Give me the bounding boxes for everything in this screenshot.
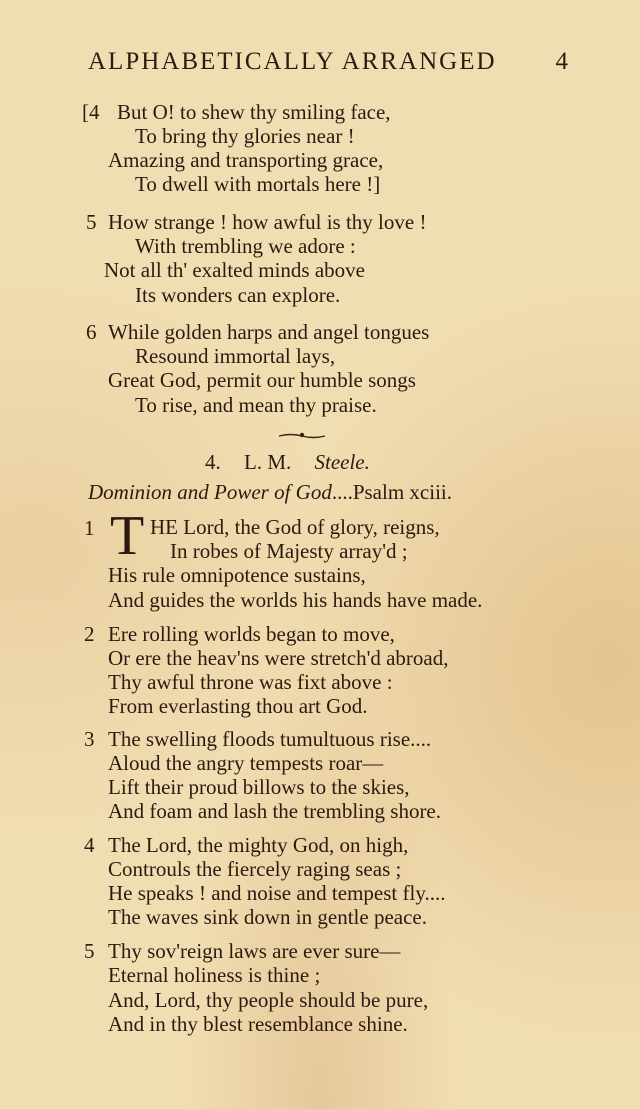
stanza-number: 2 bbox=[84, 622, 95, 646]
stanza-number: 5 bbox=[86, 210, 97, 234]
verse-line: Controuls the fiercely raging seas ; bbox=[108, 857, 402, 881]
page-header bbox=[88, 48, 568, 82]
hymn-subject-line bbox=[88, 480, 452, 505]
hymn-author: Steele. bbox=[314, 450, 370, 474]
verse-line: Or ere the heav'ns were stretch'd abroad, bbox=[108, 646, 449, 670]
verse-line: How strange ! how awful is thy love ! bbox=[108, 210, 427, 234]
verse-line: In robes of Majesty array'd ; bbox=[170, 539, 408, 563]
verse-line: Amazing and transporting grace, bbox=[108, 148, 384, 172]
hymn-number: 4. bbox=[205, 450, 221, 474]
verse-line: HE Lord, the God of glory, reigns, bbox=[150, 515, 440, 539]
verse-line: Not all th' exalted minds above bbox=[104, 258, 365, 282]
page-number: 4 bbox=[555, 48, 568, 75]
hymn-subject: Dominion and Power of God bbox=[88, 480, 332, 504]
verse-line: To rise, and mean thy praise. bbox=[135, 393, 377, 417]
verse-line: Great God, permit our humble songs bbox=[108, 368, 416, 392]
verse-line: But O! to shew thy smiling face, bbox=[117, 100, 391, 124]
stanza-number: 1 bbox=[84, 516, 95, 540]
hymn-meter: L. M. bbox=[244, 450, 292, 474]
verse-line: Lift their proud billows to the skies, bbox=[108, 775, 410, 799]
verse-line: And in thy blest resemblance shine. bbox=[108, 1012, 408, 1036]
verse-line: To dwell with mortals here !] bbox=[135, 172, 381, 196]
verse-line: And, Lord, thy people should be pure, bbox=[108, 988, 429, 1012]
verse-line: Resound immortal lays, bbox=[135, 344, 336, 368]
verse-line: The waves sink down in gentle peace. bbox=[108, 905, 427, 929]
drop-cap: T bbox=[110, 505, 145, 567]
scripture-reference: Psalm xciii. bbox=[352, 480, 452, 504]
verse-line: While golden harps and angel tongues bbox=[108, 320, 430, 344]
running-head: ALPHABETICALLY ARRANGED bbox=[88, 48, 497, 75]
stanza-number: 4 bbox=[84, 833, 95, 857]
verse-line: The Lord, the mighty God, on high, bbox=[108, 833, 409, 857]
verse-line: Ere rolling worlds began to move, bbox=[108, 622, 395, 646]
verse-line: Eternal holiness is thine ; bbox=[108, 963, 321, 987]
verse-line: He speaks ! and noise and tempest fly.... bbox=[108, 881, 446, 905]
verse-line: Its wonders can explore. bbox=[135, 283, 341, 307]
ornament-divider bbox=[277, 428, 327, 442]
stanza-number: [4 bbox=[82, 100, 100, 124]
verse-line: His rule omnipotence sustains, bbox=[108, 563, 366, 587]
verse-line: With trembling we adore : bbox=[135, 234, 356, 258]
verse-line: And guides the worlds his hands have made. bbox=[108, 588, 483, 612]
subject-separator: .... bbox=[331, 480, 353, 504]
verse-line: Thy awful throne was fixt above : bbox=[108, 670, 393, 694]
verse-line: The swelling floods tumultuous rise.... bbox=[108, 727, 432, 751]
verse-line: To bring thy glories near ! bbox=[135, 124, 355, 148]
verse-line: And foam and lash the trembling shore. bbox=[108, 799, 442, 823]
verse-line: Aloud the angry tempests roar— bbox=[108, 751, 384, 775]
stanza-number: 3 bbox=[84, 727, 95, 751]
hymn-heading bbox=[205, 450, 370, 475]
verse-line: Thy sov'reign laws are ever sure— bbox=[108, 939, 401, 963]
stanza-number: 6 bbox=[86, 320, 97, 344]
stanza-number: 5 bbox=[84, 939, 95, 963]
verse-line: From everlasting thou art God. bbox=[108, 694, 368, 718]
